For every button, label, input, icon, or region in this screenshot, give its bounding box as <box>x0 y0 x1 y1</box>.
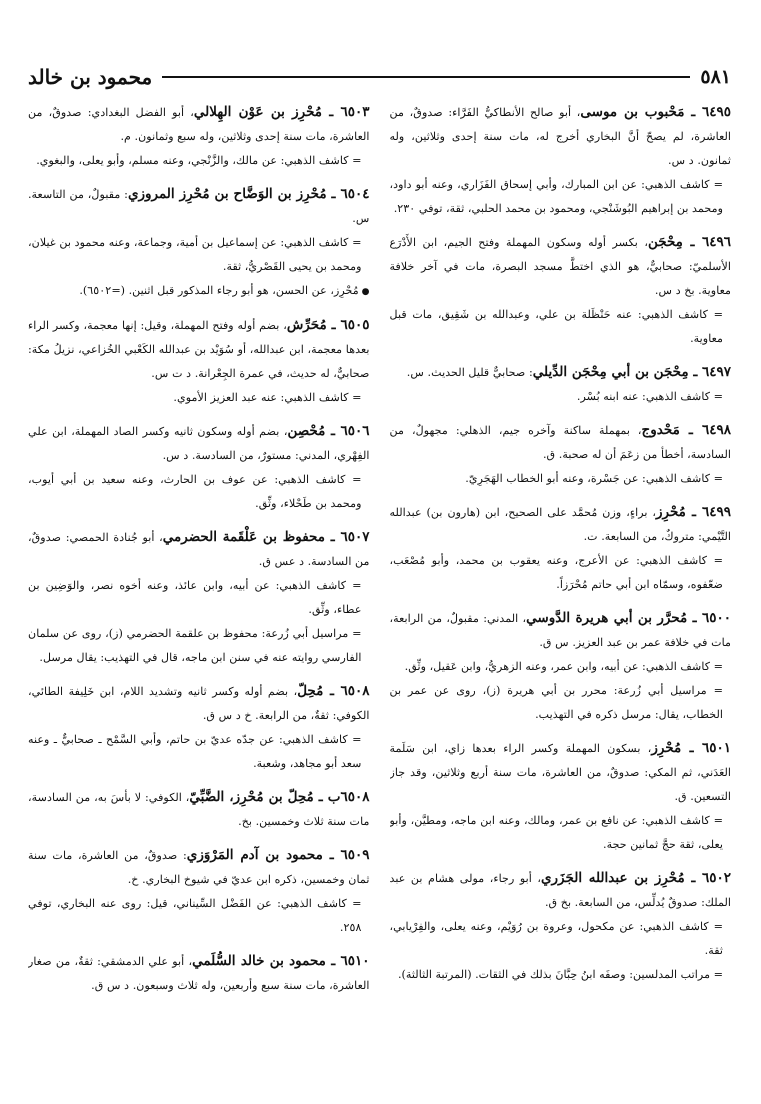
biography-entry <box>390 606 732 727</box>
biography-entry <box>28 785 370 834</box>
entry-number: ٦٥٠٣ <box>340 104 370 120</box>
entry-note: = كاشف الذهبي: عن أبيه، وابن عمر، وعنه الزهريُّ، وابن عَقيل، وثِّق. <box>404 660 723 673</box>
entry-name: مَحْدوج <box>641 422 680 438</box>
entry-text <box>28 843 370 892</box>
running-title: محمود بن خالد <box>28 65 153 89</box>
biography-entry <box>28 525 370 670</box>
biography-entry <box>28 843 370 940</box>
entry-number: ٦٥٠٤ <box>340 186 370 202</box>
entry-description: ، بضم أوله وسكون ثانيه وكسر الصاد المهملة، ابن علي الفِهْري، المدني: مستورٌ، من السادسة. د س. <box>28 425 370 462</box>
entry-name: مُحْرِز بن الوَضَّاح بن مُحْرِز المروزي <box>127 186 327 202</box>
entry-number: ٦٥٠٢ <box>702 870 731 886</box>
entry-description: ، بسكون المهملة وكسر الراء بعدها زاي، ابن سَلَمة العَدَني، ثم المكي: صدوقٌ، من العاشرة، مات سنة أربع وثلاثين، وقد جاز التسعين. ق. <box>389 742 731 803</box>
entry-dash: ـ <box>326 186 341 202</box>
entry-text <box>28 419 370 468</box>
entry-number: ٦٥٠٨ <box>340 683 370 699</box>
entry-name: مُحْصِن <box>287 423 326 439</box>
biography-entry <box>390 866 732 987</box>
entry-note: = كاشف الذهبي: عنه عبد العزيز الأموي. <box>173 391 362 404</box>
header-rule <box>162 76 690 78</box>
entry-name: محمود بن آدم المَرْوَزي <box>186 847 323 863</box>
entry-description: ، بمهملة ساكنة وآخره جيم، الذهلي: مجهولٌ، من السادسة، أخطأ من زعَمَ أن له صحبة. ق. <box>389 424 731 461</box>
entry-number: ٦٥٠٦ <box>340 423 370 439</box>
biography-entry <box>390 418 732 491</box>
entry-note: = كاشف الذهبي: عن مالك، والزَّنْجي، وعنه مسلم، وأبو يعلى، والبغوي. <box>36 154 362 167</box>
entry-number: ٦٥٠٠ <box>702 610 731 626</box>
entry-description: ، أبو جُنادة الحمصي: صدوقٌ، من السادسة. د عس ق. <box>28 531 370 568</box>
entry-dash: ـ <box>322 104 341 120</box>
entry-text <box>28 525 370 574</box>
entry-description: ، براءٍ، وزن مُحمَّد على الصحيح، ابن (هارون بن) عبدالله التَّيْمي: متروكٌ، من السابعة. ت. <box>389 506 731 543</box>
entry-text <box>390 500 732 549</box>
page-header <box>28 62 731 92</box>
entry-note: = كاشف الذهبي: عن نافع بن عمر، ومالك، وعنه ابن ماجه، ومطيَّن، وأبو يعلى، ثقة حجَّ ثمانين حجة. <box>389 814 723 851</box>
entry-name: مُحْرِز <box>656 504 686 520</box>
biography-entry <box>390 230 732 351</box>
entry-name: مُحِلّ بن مُحْرِز، الضَّبِّيّ <box>189 789 314 805</box>
entry-dash: ـ <box>687 610 702 626</box>
entry-description: ، المدني: مقبولٌ، من الرابعة، مات في خلافة عمر بن عبد العزيز. س ق. <box>389 612 731 649</box>
entry-note: = مراسيل أبي زُرعة: محرر بن أبي هريرة (ز)، روى عن عمر بن الخطاب، يقال: مرسل ذكره في التهذيب. <box>389 684 723 721</box>
biography-entry <box>28 100 370 173</box>
right-column <box>390 100 732 1086</box>
entry-number: ٦٤٩٦ <box>701 234 731 250</box>
biography-entry <box>390 500 732 597</box>
entry-text <box>28 313 370 386</box>
entry-number: ٦٥١٠ <box>340 953 370 969</box>
left-column <box>28 100 370 1086</box>
biography-entry <box>28 679 370 776</box>
entry-dash: ـ <box>688 364 702 380</box>
entry-description: ، أبو رجاء، مولى هشام بن عبد الملك: صدوقٌ يُدلِّس، من السابعة. بخ ق. <box>389 872 731 909</box>
entry-number: ٦٥٠٩ <box>340 847 370 863</box>
entry-description: ، أبو صالح الأنطاكيُّ الفَرَّاء: صدوقٌ، من العاشرة، لم يصحّ أنَّ البخاري أخرج له، مات سنة إحدى وثلاثين، وله ثمانون. د س. <box>389 106 731 167</box>
entry-name: مُحِلّ <box>297 683 324 699</box>
entry-number: ٦٤٩٩ <box>701 504 731 520</box>
entry-dash: ـ <box>679 422 702 438</box>
entry-number: ٦٤٩٨ <box>701 422 731 438</box>
entry-number: ٦٥٠٨ب <box>327 789 370 805</box>
entry-description: ، بضم أوله وفتح المهملة، وقيل: إنها معجمة، وكسر الراء بعدها معجمة، ابن عبدالله، أو سُوَيْد بن عبدالله الكَعْبي الخُزاعي، نزيلُ مكة: صحابيٌّ، له حديث، في عمرة الجِعْرانة. د ت س. <box>28 319 370 380</box>
biography-entry <box>28 419 370 516</box>
entry-name: مُحرَّر بن أبي هريرة الدَّوسي <box>526 610 688 626</box>
entry-note: = كاشف الذهبي: عن مكحول، وعروة بن رُوَيْم، وعنه يعلى، والفِرْيابي، ثقة. <box>389 920 723 957</box>
entry-text <box>28 100 370 149</box>
entry-description: : صحابيٌّ قليل الحديث. س. <box>406 366 533 379</box>
biography-entry <box>390 736 732 857</box>
biography-entry <box>390 100 732 221</box>
biography-entry <box>28 313 370 410</box>
entry-description: ، بضم أوله وكسر ثانيه وتشديد اللام، ابن خَلِيفة الطائي، الكوفي: ثقةٌ، من الرابعة. خ د س ق. <box>28 685 370 722</box>
entry-note: = كاشف الذهبي: عن أبيه، وابن عائذ، وعنه أخوه نصر، والوَضِين بن عطاء، وثِّق. <box>28 579 362 616</box>
entry-dash: ـ <box>682 234 702 250</box>
entry-dash: ـ <box>322 847 341 863</box>
entry-dash: ـ <box>685 504 702 520</box>
entry-dash: ـ <box>313 789 328 805</box>
entry-text <box>28 785 370 834</box>
entry-text <box>28 949 370 998</box>
entry-number: ٦٥٠١ <box>701 740 731 756</box>
entry-text <box>28 182 370 231</box>
entry-number: ٦٤٩٧ <box>701 364 731 380</box>
entry-name: محفوظ بن عَلْقَمة الحضرمي <box>162 529 325 545</box>
entry-note: = كاشف الذهبي: عن إسماعيل بن أمية، وجماعة، وعنه محمود بن غيلان، ومحمد بن يحيى القَصْريُّ، ثقة. <box>28 236 362 273</box>
entry-text <box>28 679 370 728</box>
entry-text <box>390 736 732 809</box>
entry-name: مُحْرِز بن عَوْن الهِلالي <box>193 104 323 120</box>
entry-description: ، أبو علي الدمشقي: ثقةٌ، من صغار العاشرة، مات سنة سبع وأربعين، وله ثلاث وسبعون. د س ق. <box>28 955 370 992</box>
entry-number: ٦٥٠٥ <box>340 317 370 333</box>
entry-note: = كاشف الذهبي: عن جدّه عديّ بن حاتم، وأبي السَّمْح ـ صحابيٌّ ـ وعنه سعد أبو مجاهد، وشعبة. <box>28 733 362 770</box>
entry-name: مُحْرِز <box>651 740 682 756</box>
entry-dash: ـ <box>684 870 702 886</box>
entry-name: مُحَرِّش <box>286 317 327 333</box>
entry-name: مُحْرِز بن عبدالله الجَزَري <box>540 870 685 886</box>
page-number: ٥٨١ <box>700 66 731 88</box>
entry-dash: ـ <box>326 317 341 333</box>
biography-entry <box>390 360 732 409</box>
entry-description: ، بكسر أوله وسكون المهملة وفتح الجيم، ابن الأَدْرَع الأسلميّ: صحابيٌّ، هو الذي اختطَّ مسجد البصرة، مات في آخر خلافة معاوية. بخ د س. <box>389 236 731 297</box>
biography-entry <box>28 182 370 304</box>
entry-name: مِحْجَن بن أبي مِحْجَن الدِّيلي <box>532 364 689 380</box>
entry-description: ، أبو الفضل البغدادي: صدوقٌ، من العاشرة، مات سنة إحدى وثلاثين، وله سبع وثمانون. م. <box>28 106 370 143</box>
entry-name: مَحْبوب بن موسى <box>580 104 685 120</box>
entry-note: = كاشف الذهبي: عنه ابنه بُسْر. <box>576 390 723 403</box>
entry-dash: ـ <box>684 104 702 120</box>
entry-dash: ـ <box>325 953 341 969</box>
text-columns <box>28 100 731 1086</box>
biography-entry <box>28 949 370 998</box>
entry-dash: ـ <box>324 529 341 545</box>
entry-number: ٦٥٠٧ <box>340 529 370 545</box>
entry-description: : مقبولٌ، من التاسعة. س. <box>28 188 370 225</box>
entry-note: = كاشف الذهبي: عن جَسْرة، وعنه أبو الخطاب الهَجَرِيّ. <box>465 472 723 485</box>
entry-dash: ـ <box>325 423 341 439</box>
entry-note: = مراسيل أبي زُرعة: محفوظ بن علقمة الحضرمي (ز)، روى عن سلمان الفارسي روايته عنه في سنن ابن ماجه، قال في التهذيب: يقال مرسل. <box>28 627 362 664</box>
entry-text <box>390 866 732 915</box>
entry-description: : صدوقٌ، من العاشرة، مات سنة ثمان وخمسين، ذكره ابن عديّ في شيوخ البخاري. خ. <box>28 849 370 886</box>
entry-note: = كاشف الذهبي: عنه حَنْظَلة بن علي، وعبدالله بن شَقِيق، مات قبل معاوية. <box>389 308 723 345</box>
entry-text <box>390 230 732 303</box>
entry-dash: ـ <box>323 683 341 699</box>
entry-note: = كاشف الذهبي: عن عوف بن الحارث، وعنه سعيد بن أبي أيوب، ومحمد بن طَحْلاء، وثِّق. <box>28 473 362 510</box>
entry-text <box>390 360 732 385</box>
entry-name: محمود بن خالد السُّلَمي <box>192 953 326 969</box>
entry-note: = مراتب المدلسين: وصفَه ابنُ حِبَّانَ بذلك في الثقات. (المرتبة الثالثة). <box>398 968 723 981</box>
entry-name: مِحْجَن <box>647 234 683 250</box>
entry-text <box>390 606 732 655</box>
entry-note: = كاشف الذهبي: عن ابن المبارك، وأبي إسحاق الفَزَاري، وعنه أبو داود، ومحمد بن إبراهيم البُوشَنْجي، ومحمود بن محمد الحلبي، ثقة، توفي ٢٣٠. <box>389 178 723 215</box>
entry-text <box>390 100 732 173</box>
entry-note: = كاشف الذهبي: عن الأعرج، وعنه يعقوب بن محمد، وأبو مُصْعَب، ضعّفوه، وسمّاه ابن أبي حاتم مُحْرَزاً. <box>389 554 723 591</box>
entry-text <box>390 418 732 467</box>
entry-description: ، الكوفي: لا بأسَ به، من السادسة، مات سنة ثلاث وخمسين. بخ. <box>28 791 370 828</box>
entry-number: ٦٤٩٥ <box>702 104 731 120</box>
entry-note: = كاشف الذهبي: عن الفَضْل السِّيناني، قيل: روى عنه البخاري، توفي ٢٥٨. <box>28 897 362 934</box>
cross-reference: ● مُحْرِز، عن الحسن، هو أبو رجاء المذكور قبل اثنين. (=٦٥٠٢). <box>28 279 370 304</box>
entry-dash: ـ <box>681 740 702 756</box>
